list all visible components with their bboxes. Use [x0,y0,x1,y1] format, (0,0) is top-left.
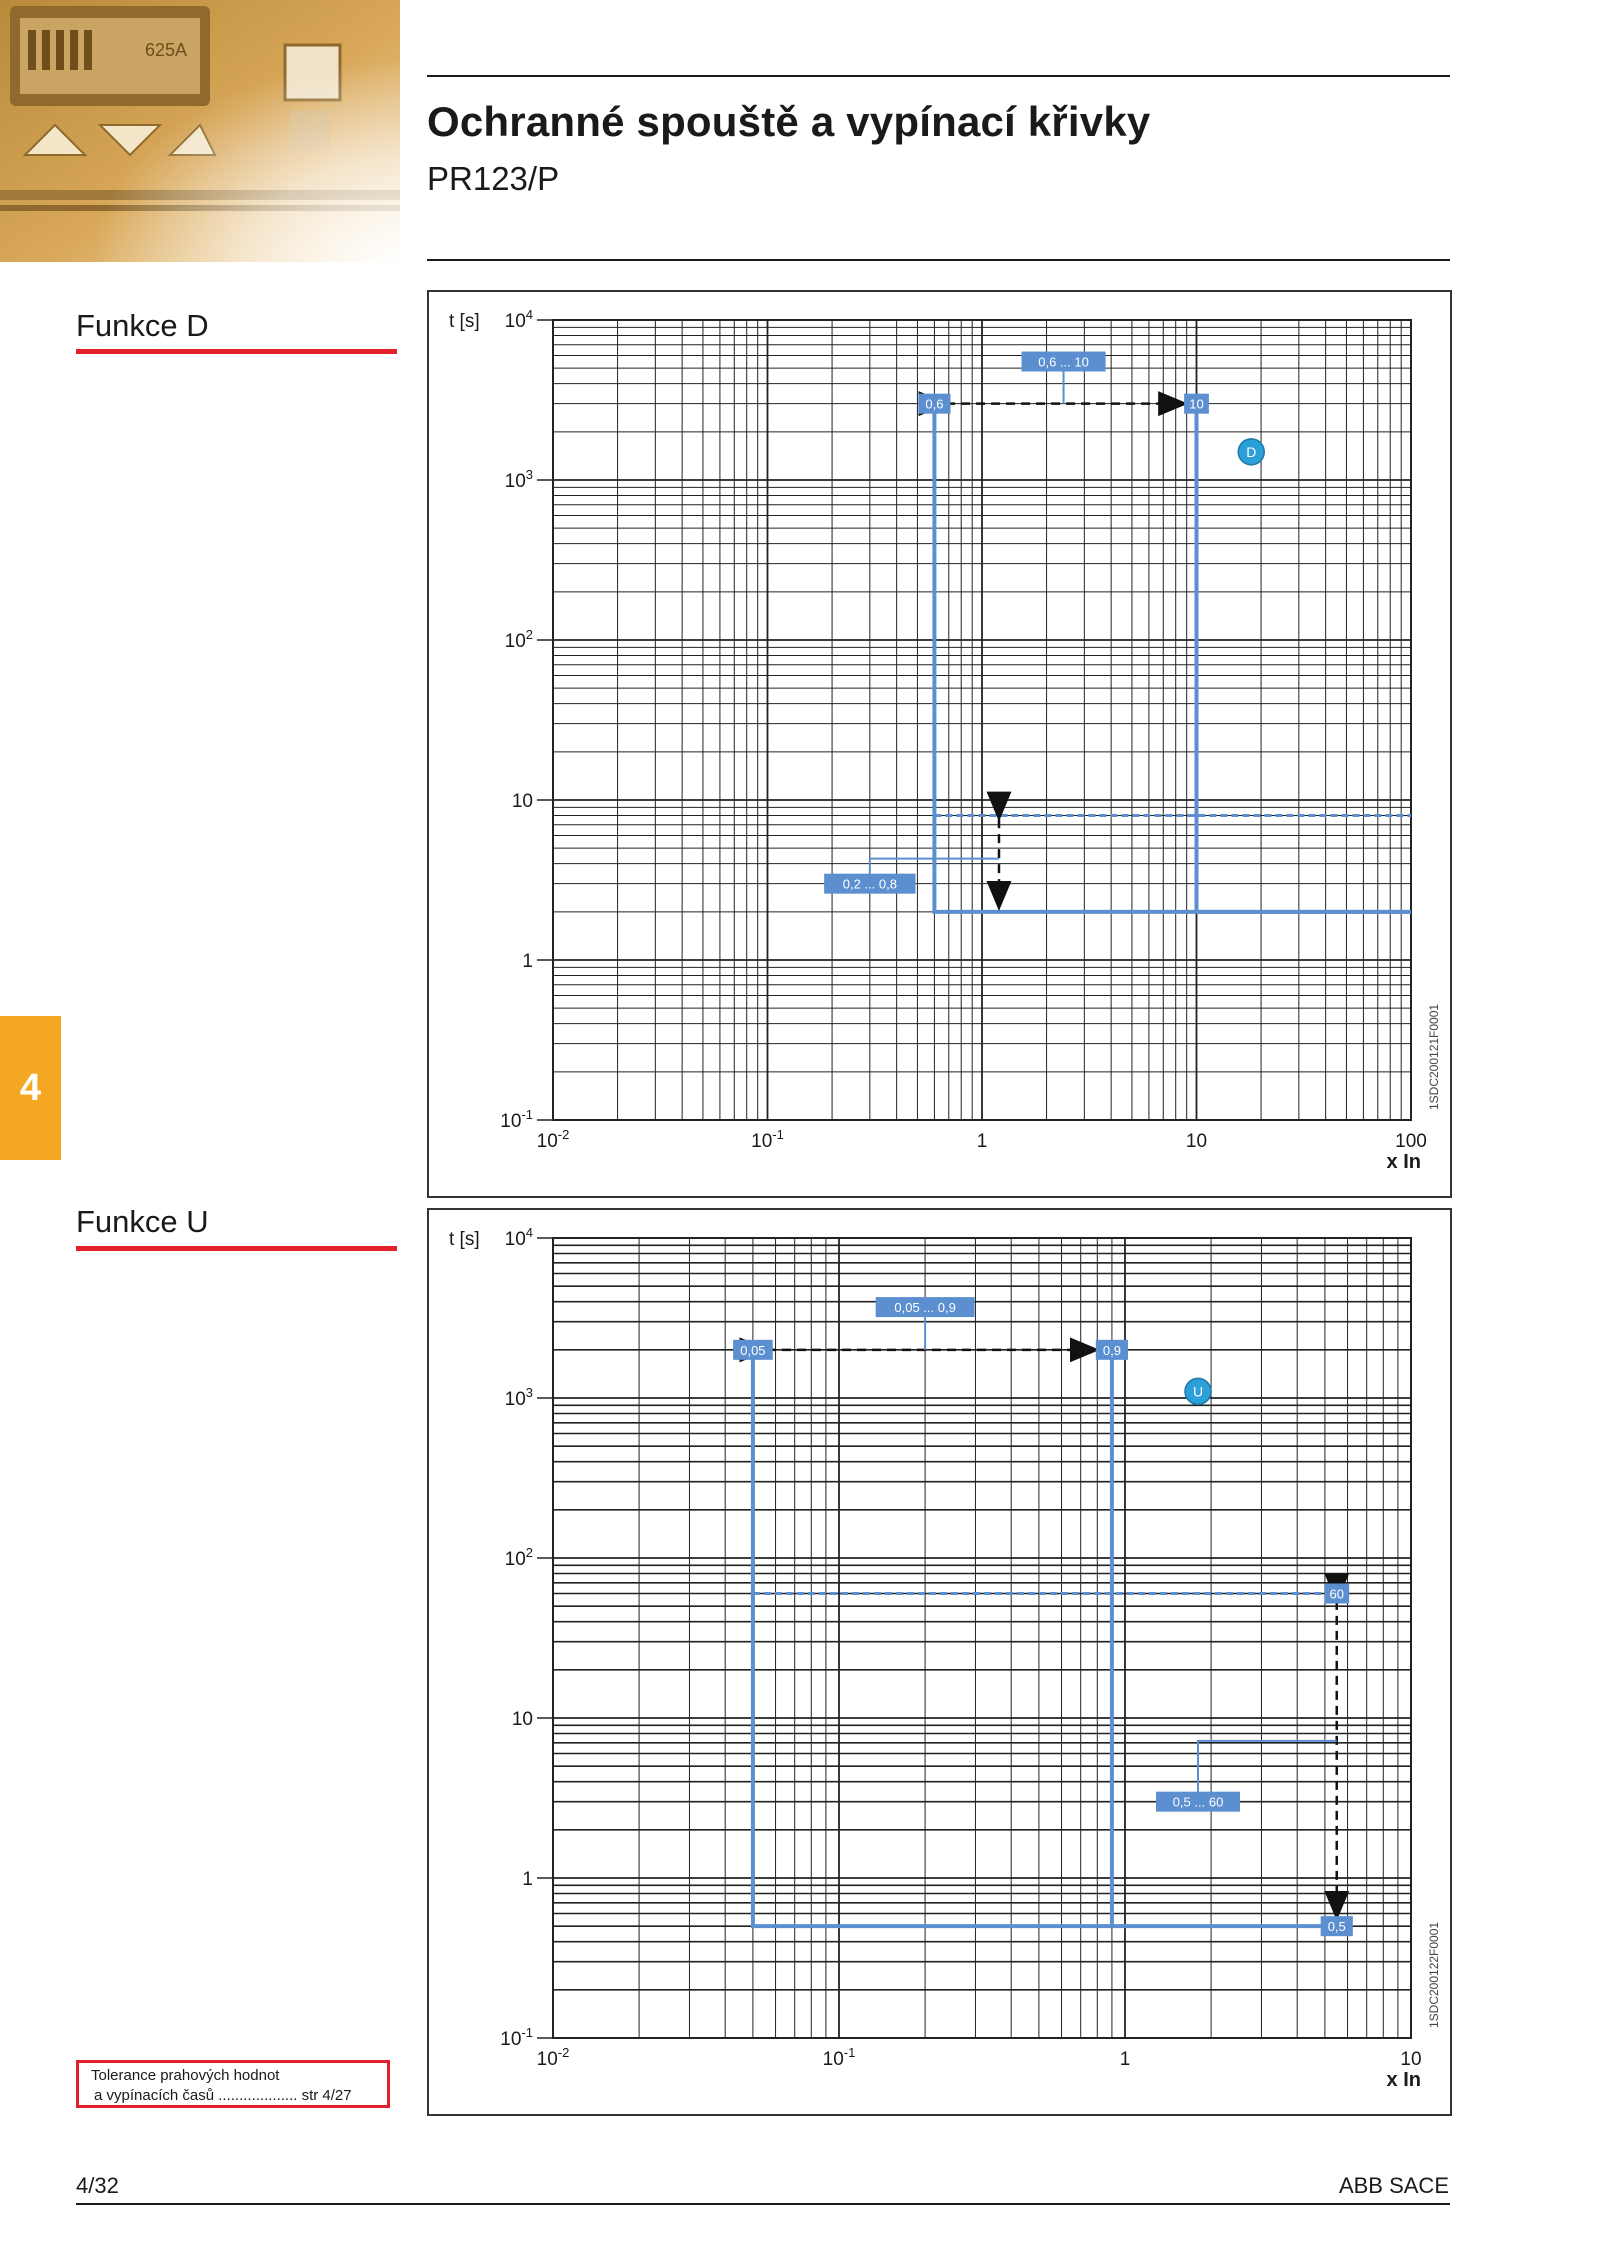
y-tick-label: $10^3$ [504,467,533,492]
setting-label-text: 60 [1329,1586,1344,1602]
setting-label-text: 0,5 [1327,1919,1346,1935]
setting-label-text: 10 [1189,396,1204,412]
x-tick-label: 100 [1395,1131,1427,1152]
x-tick-label: $10^{-2}$ [536,2045,570,2070]
dimension-arrows [767,1317,1337,1918]
figure-code: 1SDC200121F0001 [1427,1003,1441,1110]
setting-label-text: 0,05 ... 0,9 [894,1300,956,1316]
page-title: Ochranné spouště a vypínací křivky [427,98,1151,145]
curve-badge [1238,439,1264,465]
y-tick-label: $10^3$ [504,1385,533,1410]
x-tick-label: 1 [1119,2049,1131,2070]
y-axis-label: t [s] [449,311,480,332]
chart-svg [429,292,1450,1196]
setting-label-text: 0,6 ... 10 [1038,354,1089,370]
setting-label [918,394,950,414]
y-tick-label: $10^{-1}$ [500,1107,533,1132]
y-tick-label: $10^4$ [504,1225,533,1250]
setting-label [824,874,915,894]
chart-function-u [427,1208,1452,2116]
header-bottom-rule [427,259,1450,261]
x-tick-label: $10^{-1}$ [822,2045,856,2070]
y-tick-label: 10 [511,1709,533,1730]
setting-label-text: 0,5 ... 60 [1172,1794,1224,1810]
section-heading-u: Funkce U [76,1204,209,1239]
x-tick-label: $10^{-2}$ [536,1127,570,1152]
y-tick-label: 1 [522,951,533,972]
setting-label [1156,1792,1240,1812]
curve-badge-label: U [1192,1383,1204,1400]
x-tick-label: $10^{-1}$ [751,1127,784,1152]
y-tick-label: $10^2$ [504,627,533,652]
x-tick-label: 1 [976,1131,988,1152]
figure-code: 1SDC200122F0001 [1427,1921,1441,2028]
setting-label [1324,1583,1349,1603]
setting-label-text: 0,2 ... 0,8 [842,876,897,892]
setting-label [1321,1916,1353,1936]
y-tick-label: $10^4$ [504,307,533,332]
footer-brand: ABB SACE [1338,2173,1449,2198]
curve-badge-label: D [1246,443,1257,460]
section-heading-d: Funkce D [76,308,209,343]
setting-label [1096,1340,1128,1360]
product-photo [0,0,400,262]
plot-grid [553,320,1411,1120]
x-tick-label: 10 [1185,1131,1208,1152]
curve-badge [1185,1378,1211,1404]
y-tick-label: $10^2$ [504,1545,533,1570]
setting-label-text: 0,05 [740,1342,766,1358]
section-underline-u [76,1246,397,1251]
chapter-tab: 4 [0,1016,61,1160]
page-subtitle: PR123/P [427,160,560,197]
x-axis-label: x In [1386,2069,1421,2091]
page-number: 4/32 [76,2173,119,2198]
plot-grid [553,1238,1411,2038]
setting-label [876,1297,975,1317]
leader-line [1198,1741,1337,1795]
chart-svg [429,1210,1450,2114]
x-axis-label: x In [1386,1151,1421,1173]
trip-curve-0 [753,1350,1337,1926]
setting-label-text: 0,6 [925,396,944,412]
y-tick-label: 1 [522,1869,533,1890]
tolerance-line-1: Tolerance prahových hodnot [91,2067,280,2084]
y-axis-label: t [s] [449,1229,480,1250]
setting-label [733,1340,773,1360]
footer-rule [76,2203,1450,2205]
y-tick-label: $10^{-1}$ [500,2025,533,2050]
tolerance-reference-box [76,2060,390,2108]
plot-area-border [553,1238,1411,2038]
section-underline-d [76,349,397,354]
chart-function-d [427,290,1452,1198]
header-top-rule [427,75,1450,77]
setting-label [1184,394,1209,414]
x-tick-label: 10 [1400,2049,1422,2070]
setting-label [1022,352,1106,372]
setting-label-text: 0,9 [1102,1342,1121,1358]
y-tick-label: 10 [511,791,533,812]
tolerance-line-2: a vypínacích časů ................... str 4/27 [94,2087,352,2104]
